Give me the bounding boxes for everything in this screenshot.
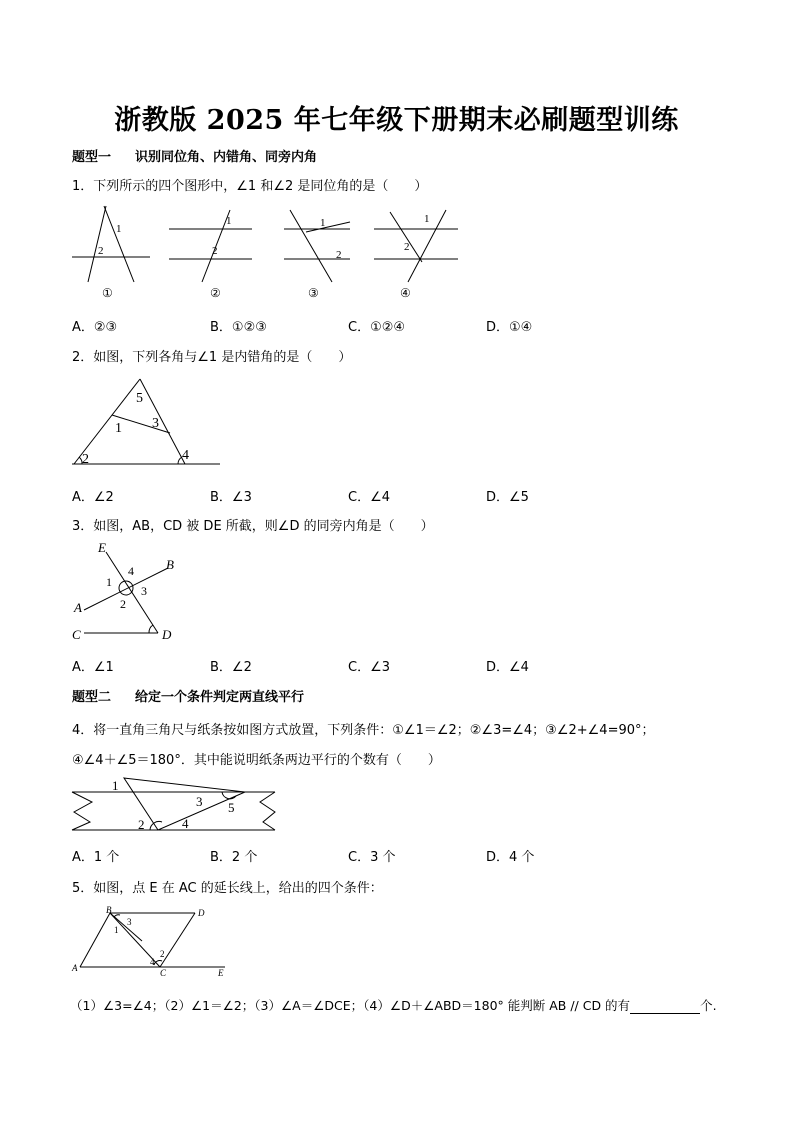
question-4-stem-line1: 4．将一直角三角尺与纸条按如图方式放置，下列条件：①∠1＝∠2；②∠3=∠4；③∠2+∠4=90°； (72, 723, 655, 738)
q3-angle-4-label: 4 (128, 564, 134, 578)
section-2-heading (72, 686, 304, 705)
q5-angle-4-label: 4 (150, 957, 155, 967)
q5-point-e-label: E (218, 968, 224, 978)
q1-option-b[interactable]: B．①②③ (210, 320, 267, 335)
section-name: 给定一个条件判定两直线平行 (135, 690, 305, 705)
q2-angle-1-label: 1 (115, 421, 122, 436)
question-1-figures (70, 202, 470, 302)
q2-angle-3-label: 3 (152, 416, 159, 431)
q3-option-a[interactable]: A．∠1 (72, 660, 114, 675)
q5-suffix: 个. (700, 998, 717, 1013)
question-1-stem: 1．下列所示的四个图形中，∠1 和∠2 是同位角的是（ ） (72, 179, 428, 194)
q5-conditions-line (70, 996, 717, 1014)
q3-point-a-label: A (74, 600, 82, 615)
q5-conditions: （1）∠3=∠4；（2）∠1＝∠2；（3）∠A＝∠DCE；（4）∠D＋∠ABD＝180° 能判断 AB // CD 的有 (70, 998, 631, 1013)
q3-option-c[interactable]: C．∠3 (348, 660, 391, 675)
question-5-stem: 5．如图，点 E 在 AC 的延长线上，给出的四个条件： (72, 881, 383, 896)
q1-option-a[interactable]: A．②③ (72, 320, 118, 335)
q3-angle-3-label: 3 (141, 584, 147, 598)
q5-angle-1-label: 1 (114, 925, 119, 935)
fig4-caption: ④ (400, 286, 411, 300)
q4-angle-1-label: 1 (112, 778, 119, 793)
fig1-caption: ① (102, 286, 113, 300)
q5-point-a-label: A (72, 963, 78, 973)
section-name: 识别同位角、内错角、同旁内角 (135, 150, 318, 165)
fig2-angle-2-label: 2 (212, 245, 218, 257)
fig3-angle-1-label: 1 (320, 217, 326, 229)
q2-angle-5-label: 5 (136, 391, 143, 406)
question-2-figure (70, 375, 230, 470)
q4-option-d[interactable]: D．4 个 (486, 850, 535, 865)
question-3-figure (70, 540, 190, 645)
q5-angle-3-label: 3 (127, 917, 132, 927)
section-1-heading (72, 146, 317, 165)
q2-angle-2-label: 2 (82, 452, 89, 467)
page-title: 浙教版 2025 年七年级下册期末必刷题型训练 (114, 105, 679, 136)
question-2-stem: 2．如图，下列各角与∠1 是内错角的是（ ） (72, 350, 352, 365)
q4-option-b[interactable]: B．2 个 (210, 850, 258, 865)
q2-angle-4-label: 4 (182, 448, 189, 463)
q1-option-c[interactable]: C．①②④ (348, 320, 406, 335)
q2-option-c[interactable]: C．∠4 (348, 490, 391, 505)
q4-angle-3-label: 3 (196, 794, 203, 809)
fig2-angle-1-label: 1 (226, 215, 232, 227)
section-label: 题型二 (72, 690, 112, 705)
fig4-angle-1-label: 1 (424, 213, 430, 225)
q3-point-d-label: D (162, 627, 172, 642)
q2-option-d[interactable]: D．∠5 (486, 490, 529, 505)
fig1-angle-2-label: 2 (98, 245, 104, 257)
fig3-angle-2-label: 2 (336, 249, 342, 261)
section-label: 题型一 (72, 150, 112, 165)
q4-angle-4-label: 4 (182, 816, 189, 831)
q2-option-b[interactable]: B．∠3 (210, 490, 252, 505)
q3-point-b-label: B (166, 557, 174, 572)
answer-blank[interactable] (630, 1001, 700, 1014)
fig4-angle-2-label: 2 (404, 241, 410, 253)
q3-point-e-label: E (98, 540, 106, 555)
q2-option-a[interactable]: A．∠2 (72, 490, 114, 505)
question-4-stem-line2: ④∠4＋∠5＝180°．其中能说明纸条两边平行的个数有（ ） (72, 753, 441, 768)
q5-point-c-label: C (160, 968, 167, 978)
q4-option-c[interactable]: C．3 个 (348, 850, 396, 865)
q5-point-b-label: B (106, 905, 112, 915)
q4-angle-2-label: 2 (138, 817, 145, 832)
q5-angle-2-label: 2 (160, 949, 165, 959)
q1-option-d[interactable]: D．①④ (486, 320, 533, 335)
question-5-figure (70, 905, 240, 980)
q3-point-c-label: C (72, 627, 81, 642)
q5-point-d-label: D (198, 908, 205, 918)
question-4-figure (70, 772, 285, 837)
q4-angle-5-label: 5 (228, 800, 235, 815)
fig1-angle-1-label: 1 (116, 223, 122, 235)
fig3-caption: ③ (308, 286, 319, 300)
q3-option-b[interactable]: B．∠2 (210, 660, 252, 675)
q3-angle-2-label: 2 (120, 597, 126, 611)
q3-angle-1-label: 1 (106, 575, 112, 589)
q4-option-a[interactable]: A．1 个 (72, 850, 120, 865)
question-3-stem: 3．如图，AB，CD 被 DE 所截，则∠D 的同旁内角是（ ） (72, 519, 434, 534)
fig2-caption: ② (210, 286, 221, 300)
q3-option-d[interactable]: D．∠4 (486, 660, 529, 675)
